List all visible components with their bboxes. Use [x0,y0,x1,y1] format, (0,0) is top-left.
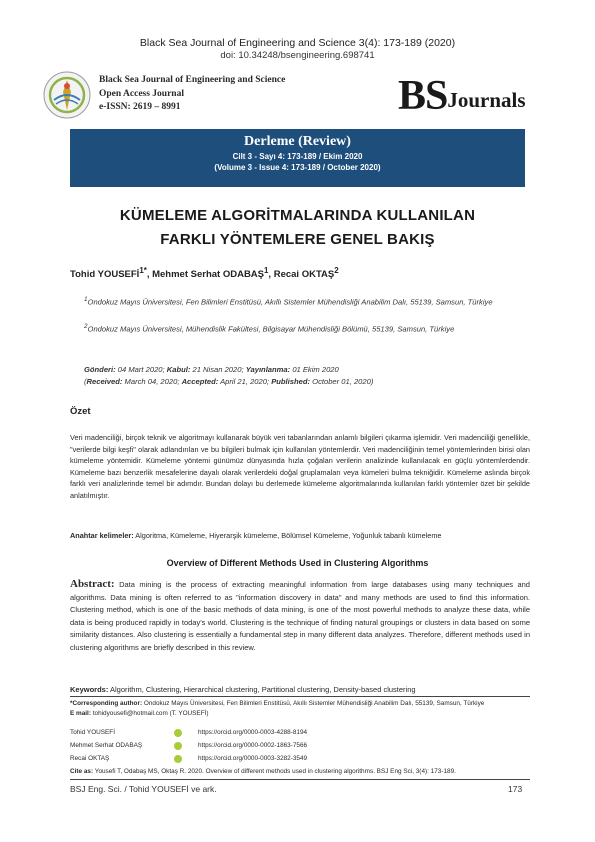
author-name: Mehmet Serhat ODABAŞ [152,269,265,281]
author-name: Tohid YOUSEFİ [70,269,140,281]
author-list: Tohid $YOUSEFİ^{1*}$, Mehmet Serhat ODABAŞ$^1$, Recai OKTAŞ$^2$ [70,266,339,281]
dates-tr [84,364,373,376]
author-superscript: 1 [264,266,269,275]
date-label: Received: [86,377,123,386]
orcid-icon [174,755,182,763]
correspondence-block [70,699,530,719]
banner-title: Derleme (Review) [244,134,351,149]
abstract-tr-heading: Özet [70,406,91,417]
orcid-row [70,729,530,739]
orcid-link[interactable]: https://orcid.org/0000-0003-3282-3549 [198,755,308,762]
cite-as [70,768,530,775]
affiliation-superscript: 1 [84,296,88,303]
orcid-row [70,742,530,752]
running-footer: BSJ Eng. Sci. / Tohid YOUSEFİ ve ark. [70,784,217,794]
title-line-1: KÜMELEME ALGORİTMALARINDA KULLANILAN [119,207,476,224]
author-superscript: 2 [334,266,339,275]
dates-en: (Received: March 04, 2020; Accepted: April 21, 2020; Published: October 01, 2020) [84,377,374,386]
date-value: April 21, 2020; [220,377,270,386]
orcid-icon [174,729,182,737]
brand-journals: Journals [447,88,526,112]
affiliation-2 [84,321,534,336]
date-value: October 01, 2020) [312,377,374,386]
abstract-en-text: Data mining is the process of extracting meaningful information from large databases using many techniques and algorithms. Data mining is often referred to as "information discovery in data" and many methods are used to find this information. Clustering method, which is one of the basic methods of data mining, is one of the most powerful methods to analyze these data, while data is being produced rapidly in today's world. Clustering is the technique of finding natural groupings or clusters in data based on some similarity distances. Also clustering is essentially a fundamental step in many different data analyzes. Therefore, different methods used in clustering algorithms are briefly described in this review. [70,580,530,652]
doi-line: doi: 10.34248/bsengineering.698741 [220,50,375,61]
orcid-author: Mehmet Serhat ODABAŞ [70,742,143,749]
date-value: 01 Ekim 2020 [292,365,339,374]
date-label: Accepted: [181,377,219,386]
affiliation-text: Ondokuz Mayıs Üniversitesi, Fen Bilimleri Enstitüsü, Akıllı Sistemler Mühendisliği Anabilim Dalı, 55139, Samsun, Türkiye [87,297,493,307]
affiliation-1 [84,294,534,309]
date-value: 04 Mart 2020; [117,365,165,374]
cite-text: Yousefi T, Odabaş MS, Oktaş R. 2020. Overview of different methods used in clustering algorithms. BSJ Eng Sci, 3(4): 173-189. [94,768,456,775]
journal-logo-icon [42,70,92,120]
date-label: Gönderi: [84,365,116,374]
article-title [40,204,555,252]
keywords-en [70,685,530,694]
masthead-open-access: Open Access Journal [99,88,184,99]
brand-bs: BS [398,73,448,119]
orcid-row [70,755,530,765]
orcid-icon [174,742,182,750]
abstract-en [70,578,530,655]
masthead-issn: e-ISSN: 2619 – 8991 [99,102,181,112]
keywords-tr-values: Algoritma, Kümeleme, Hiyerarşik kümeleme, Bölümsel Kümeleme, Yoğunluk tabanlı kümeleme [135,531,442,540]
title-line-2: FARKLI YÖNTEMLERE GENEL BAKIŞ [160,231,435,248]
author-name: Recai OKTAŞ [273,269,335,281]
corresponding-label: *Corresponding author: [70,700,143,707]
keywords-tr [70,531,530,540]
masthead-journal-name: Black Sea Journal of Engineering and Science [99,75,286,85]
email-line [70,709,530,719]
abstract-tr-text: Veri madenciliği, birçok teknik ve algoritmayı kullanarak büyük veri tabanlarından anlamlı bilgileri çıkarma işlemidir. Veri madenciliği genellikle, "verilerde bilgi keşfi" olarak adlandırılan ve bu bilgileri bulmak için kullanılan yöntemlerdir. Veri madenciliğinin temel yöntemlerinden birisi olan kümeleme yöntemidir. Kümeleme yöntemi günümüz dünyasında hızla çoğalan verilerin analizinde kullanılacak en güçlü yöntemlerdendir. Kümeleme bazı benzerlik mesafelerine dayalı olarak verilerdeki doğal gruplamaları veya kümeleri bulma tekniğidir. Kümeleme aslında birçok farklı veri analizlerinde temel bir adımdır. Bundan dolayı bu derlemede kümeleme algoritmalarında kullanılan farklı yöntemler özet bir şekilde anlatılmıştır. [70,433,530,500]
keywords-en-values: Algorithm, Clustering, Hierarchical clustering, Partitional clustering, Density-based clustering [110,685,416,694]
banner-volume-tr: Cilt 3 - Sayı 4: 173-189 / Ekim 2020 [232,152,363,161]
email-value: tohidyousefi@hotmail.com (T. YOUSEFİ) [92,709,209,717]
divider [70,779,530,780]
date-label: Kabul: [166,365,191,374]
bsjournals-logo [398,72,526,120]
english-title: Overview of Different Methods Used in Clustering Algorithms [166,558,429,568]
article-dates [84,364,373,388]
corresponding-author [70,699,530,709]
orcid-link[interactable]: https://orcid.org/0000-0003-4288-8194 [198,729,308,736]
date-value: 21 Nisan 2020; [192,365,244,374]
date-label: Yayınlanma: [245,365,291,374]
corresponding-address: Ondokuz Mayıs Üniversitesi, Fen Bilimleri Enstitüsü, Akıllı Sistemler Mühendisliği Anabilim Dalı, 55139, Samsun, Türkiye [143,700,485,707]
date-label: Published: [271,377,311,386]
email-label: E mail: [70,709,91,717]
article-type-banner [70,129,525,187]
orcid-author: Tohid YOUSEFİ [70,729,115,736]
affiliation-superscript: 2 [84,323,88,330]
orcid-link[interactable]: https://orcid.org/0000-0002-1863-7566 [198,742,308,749]
journal-citation-line: Black Sea Journal of Engineering and Science 3(4): 173-189 (2020) [139,37,456,49]
affiliation-text: Ondokuz Mayıs Üniversitesi, Mühendislik Fakültesi, Bilgisayar Mühendisliği Bölümü, 55139, Samsun, Türkiye [87,324,455,334]
banner-volume-en: (Volume 3 - Issue 4: 173-189 / October 2020) [214,163,381,172]
keywords-tr-label: Anahtar kelimeler: [70,531,134,540]
cite-label: Cite as: [70,768,94,775]
orcid-author: Recai OKTAŞ [70,755,110,762]
page-number: 173 [508,784,523,794]
divider [70,696,530,697]
masthead [99,74,285,115]
abstract-en-label: Abstract: [70,578,115,590]
date-value: March 04, 2020; [124,377,180,386]
author-superscript: 1* [139,266,147,275]
keywords-en-label: Keywords: [70,685,109,694]
